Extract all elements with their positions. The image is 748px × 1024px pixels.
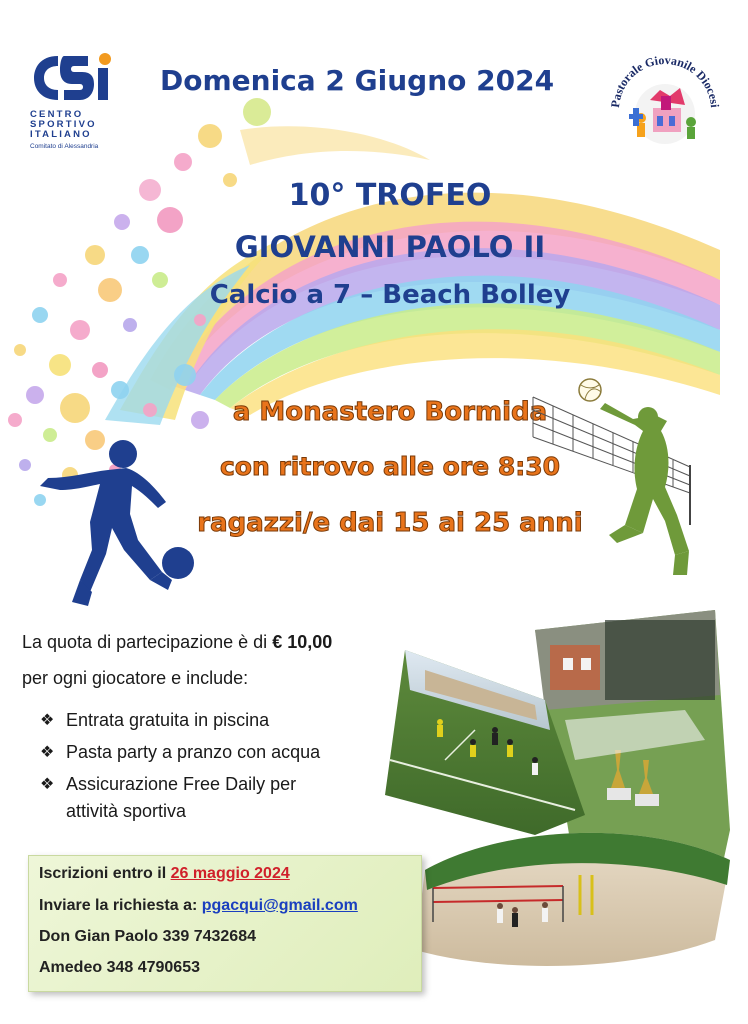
meeting-time-text: con ritrovo alle ore 8:30 — [219, 452, 561, 481]
trophy-name: GIOVANNI PAOLO II — [234, 230, 546, 264]
age-range-text: ragazzi/e dai 15 ai 25 anni — [197, 508, 583, 538]
registration-send — [39, 897, 358, 915]
diamond-bullet-icon: ❖ — [40, 744, 55, 761]
email-link[interactable]: pgacqui@gmail.com — [201, 897, 358, 914]
csi-logo-subtitle: Comitato di Alessandria — [30, 143, 99, 150]
photo-collage — [385, 610, 730, 975]
registration-box — [28, 855, 422, 992]
list-item — [40, 710, 400, 731]
event-date: Domenica 2 Giugno 2024 — [160, 64, 555, 97]
registration-deadline — [39, 865, 290, 883]
includes-list — [40, 710, 400, 822]
csi-line-1: CENTRO — [30, 109, 84, 120]
beach-volley-photo — [415, 833, 730, 966]
fee-line — [22, 632, 332, 653]
list-item-text: Pasta party a pranzo con acqua — [66, 742, 321, 762]
fee-includes-intro: per ogni giocatore e include: — [22, 668, 249, 688]
csi-line-2: SPORTIVO — [30, 119, 97, 130]
diamond-bullet-icon: ❖ — [40, 776, 55, 793]
trophy-title: 10° TROFEO — [288, 178, 492, 213]
send-label: Inviare la richiesta a: — [39, 897, 202, 914]
list-item-continuation: attività sportiva — [66, 801, 187, 821]
location-text: a Monastero Bormida — [232, 397, 548, 427]
list-item — [40, 774, 400, 795]
fee-amount: € 10,00 — [272, 632, 333, 652]
list-item — [40, 742, 400, 763]
csi-line-3: ITALIANO — [30, 129, 92, 140]
contact-amedeo: Amedeo 348 4790653 — [39, 959, 200, 976]
svg-text:Pastorale Giovanile Diocesi di: Pastorale Giovanile Diocesi — [607, 52, 722, 109]
fee-prefix: La quota di partecipazione è di — [22, 632, 273, 652]
list-item-text: Assicurazione Free Daily per — [66, 774, 297, 794]
deadline-date: 26 maggio 2024 — [170, 865, 290, 882]
sports-subtitle: Calcio a 7 – Beach Bolley — [209, 280, 571, 310]
diamond-bullet-icon: ❖ — [40, 712, 55, 729]
volleyball-player-icon — [525, 375, 725, 590]
contact-don-gian-paolo: Don Gian Paolo 339 7432684 — [39, 928, 256, 945]
deadline-label: Iscrizioni entro il — [39, 865, 171, 882]
list-item-text: Entrata gratuita in piscina — [66, 710, 270, 730]
